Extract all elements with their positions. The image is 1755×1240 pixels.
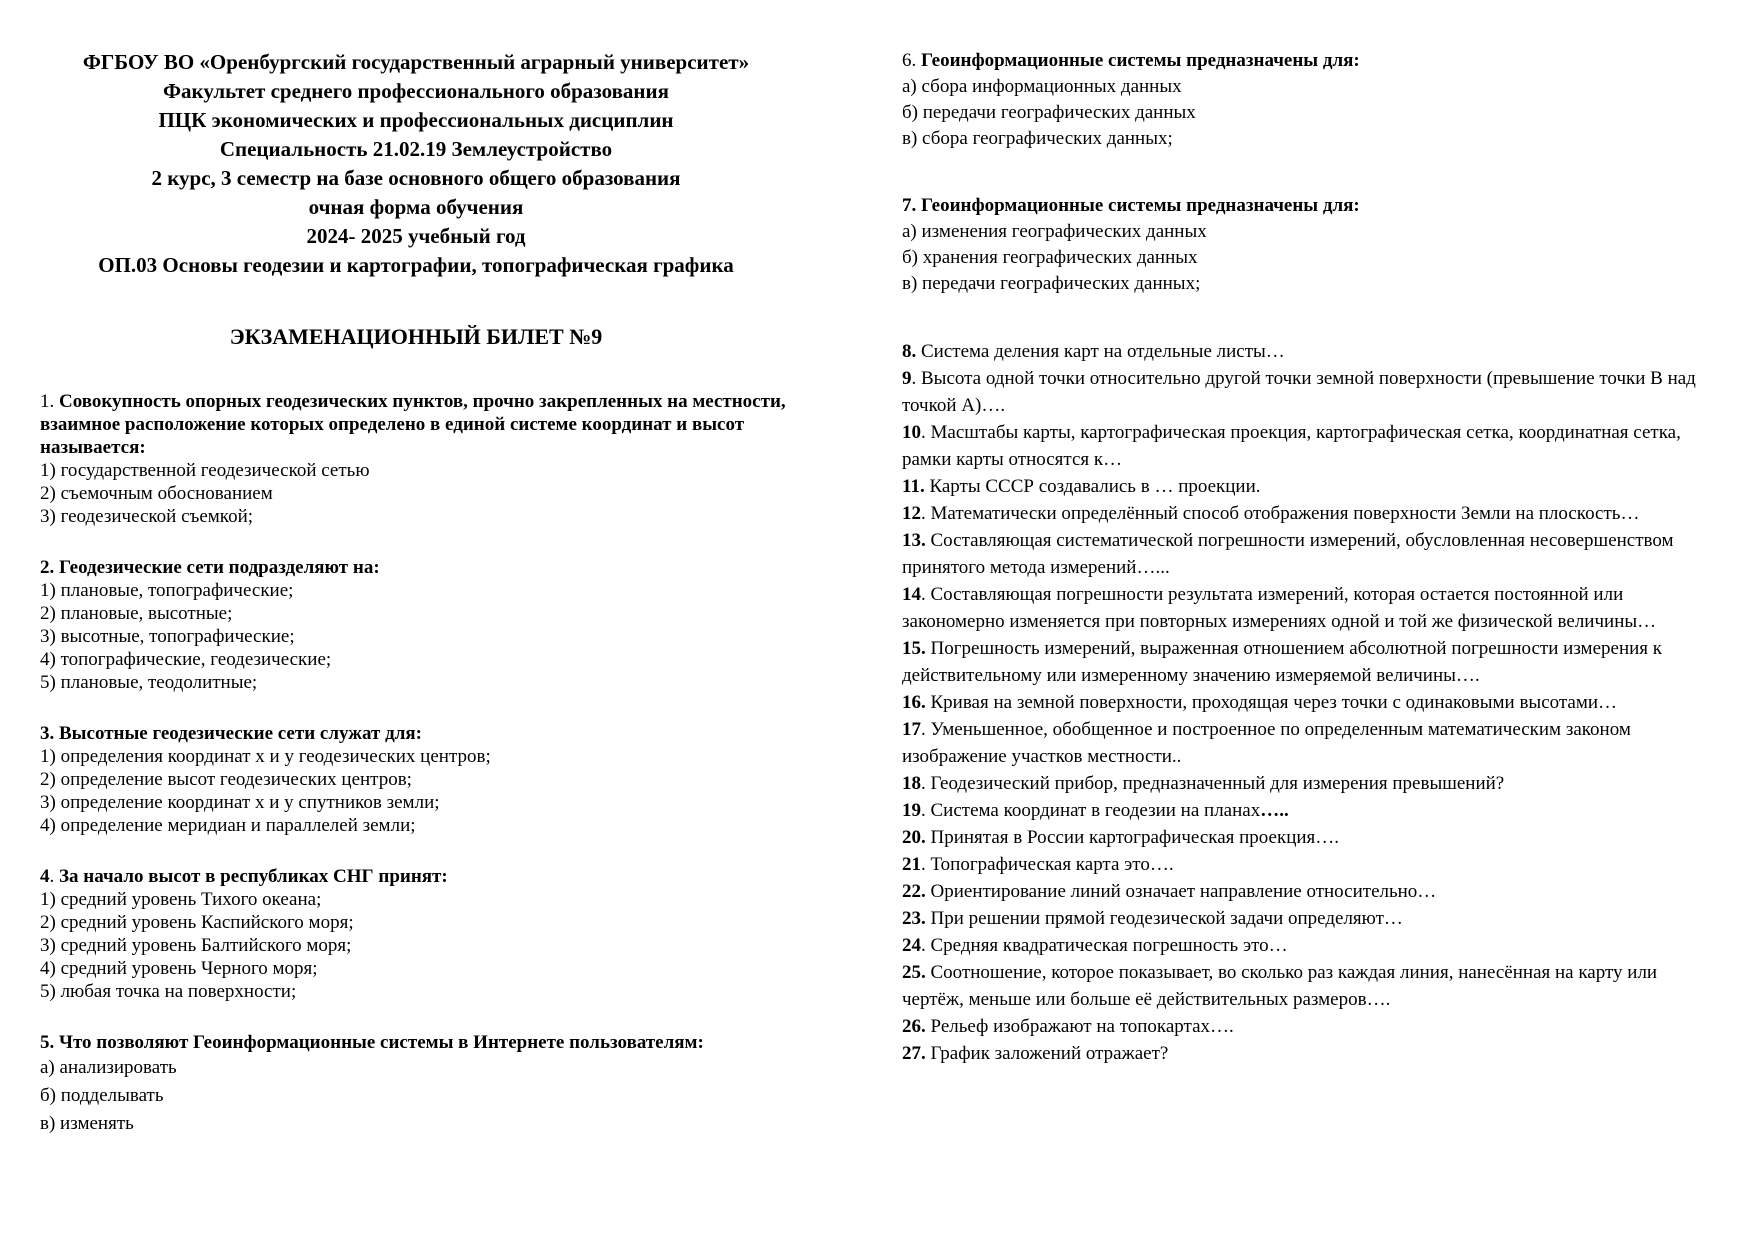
- question-text: Геодезические сети подразделяют на:: [59, 557, 380, 578]
- item-number-separator: .: [921, 935, 931, 956]
- exam-item: [902, 716, 1719, 770]
- question-block: [40, 722, 792, 837]
- question-number: 3.: [40, 723, 55, 744]
- item-text: Система координат в геодезии на планах: [930, 800, 1261, 821]
- question-option: 4) определение меридиан и параллелей земли;: [40, 815, 416, 836]
- question-number: 5.: [40, 1032, 55, 1053]
- item-number: 8.: [902, 341, 917, 362]
- exam-item: [902, 689, 1719, 716]
- exam-item: [902, 500, 1719, 527]
- item-text: Высота одной точки относительно другой точки земной поверхности (превышение точки В над точкой А)….: [902, 368, 1696, 416]
- item-number-separator: .: [921, 584, 931, 605]
- question-option: 3) геодезической съемкой;: [40, 506, 254, 527]
- item-number: 17: [902, 719, 921, 740]
- ticket-title: ЭКЗАМЕНАЦИОННЫЙ БИЛЕТ №9: [229, 324, 603, 349]
- exam-item: [902, 527, 1719, 581]
- exam-item: [902, 473, 1719, 500]
- question-option: а) изменения географических данных: [902, 221, 1207, 242]
- item-number: 22.: [902, 881, 926, 902]
- item-text: Погрешность измерений, выраженная отношением абсолютной погрешности измерения к действительному или измеренному значению измеряемой величины….: [902, 638, 1662, 686]
- item-number-separator: .: [921, 503, 931, 524]
- header-line: ФГБОУ ВО «Оренбургский государственный аграрный университет»: [82, 50, 750, 74]
- item-text: Средняя квадратическая погрешность это…: [930, 935, 1288, 956]
- exam-item: [902, 338, 1719, 365]
- question-option: а) сбора информационных данных: [902, 76, 1182, 97]
- item-number: 21: [902, 854, 921, 875]
- question-option: 4) топографические, геодезические;: [40, 649, 332, 670]
- header-line: Специальность 21.02.19 Землеустройство: [219, 137, 613, 161]
- question-heading: [40, 556, 792, 579]
- question-text: Совокупность опорных геодезических пунктов, прочно закрепленных на местности, взаимное расположение которых определено в единой системе координат и высот называется:: [40, 391, 786, 458]
- item-number: 23.: [902, 908, 926, 929]
- header-line: Факультет среднего профессионального образования: [163, 79, 669, 103]
- question-text: За начало высот в республиках СНГ принят:: [59, 866, 448, 887]
- item-number: 12: [902, 503, 921, 524]
- item-number-separator: .: [921, 800, 931, 821]
- question-option: 5) любая точка на поверхности;: [40, 981, 297, 1002]
- item-number: 25.: [902, 962, 926, 983]
- left-column: [40, 48, 792, 1240]
- question-block: [902, 48, 1719, 152]
- item-number: 20.: [902, 827, 926, 848]
- question-option: 3) средний уровень Балтийского моря;: [40, 935, 352, 956]
- item-text: Составляющая систематической погрешности измерений, обусловленная несовершенством принятого метода измерений…...: [902, 530, 1674, 578]
- item-text: При решении прямой геодезической задачи определяют…: [930, 908, 1403, 929]
- question-option: 1) плановые, топографические;: [40, 580, 294, 601]
- question-number: 2.: [40, 557, 55, 578]
- item-number: 19: [902, 800, 921, 821]
- question-option: 3) высотные, топографические;: [40, 626, 295, 647]
- question-heading: [40, 390, 792, 459]
- question-option: 2) плановые, высотные;: [40, 603, 233, 624]
- right-column: [902, 48, 1719, 1240]
- question-block: [902, 193, 1719, 297]
- item-text: Составляющая погрешности результата измерений, которая остается постоянной или закономерно изменяется при повторных измерениях одной и той же физической величины…: [902, 584, 1657, 632]
- header-line: 2024- 2025 учебный год: [306, 224, 526, 248]
- item-text: Геодезический прибор, предназначенный для измерения превышений?: [930, 773, 1505, 794]
- question-option: в) сбора географических данных;: [902, 128, 1173, 149]
- item-text: Уменьшенное, обобщенное и построенное по определенным математическим законом изображение участков местности..: [902, 719, 1631, 767]
- item-number-separator: .: [921, 854, 931, 875]
- item-number-separator: .: [911, 368, 921, 389]
- question-heading: [40, 865, 792, 888]
- item-text: Ориентирование линий означает направление относительно…: [930, 881, 1437, 902]
- question-option: 4) средний уровень Черного моря;: [40, 958, 318, 979]
- exam-item: [902, 1013, 1719, 1040]
- question-heading: [40, 1031, 792, 1054]
- question-text: Геоинформационные системы предназначены для:: [921, 195, 1360, 216]
- question-heading: [902, 48, 1719, 74]
- question-option: в) передачи географических данных;: [902, 273, 1201, 294]
- item-text: Принятая в России картографическая проекция….: [930, 827, 1340, 848]
- item-text: Кривая на земной поверхности, проходящая через точки с одинаковыми высотами…: [930, 692, 1618, 713]
- question-option: а) анализировать: [40, 1057, 177, 1078]
- item-text: График заложений отражает?: [930, 1043, 1169, 1064]
- item-number: 14: [902, 584, 921, 605]
- header-line: ПЦК экономических и профессиональных дисциплин: [158, 108, 674, 132]
- item-text: Соотношение, которое показывает, во сколько раз каждая линия, нанесённая на карту или чертёж, меньше или больше её действительных размеров….: [902, 962, 1658, 1010]
- exam-item: [902, 635, 1719, 689]
- item-bold-tail: …..: [1260, 800, 1289, 821]
- question-heading: [40, 722, 792, 745]
- exam-item: [902, 770, 1719, 797]
- question-number-separator: 6.: [902, 50, 917, 71]
- item-text: Карты СССР создавались в … проекции.: [929, 476, 1261, 497]
- item-number: 10: [902, 422, 921, 443]
- item-text: Рельеф изображают на топокартах….: [930, 1016, 1234, 1037]
- exam-item: [902, 1040, 1719, 1067]
- question-block: [40, 390, 792, 528]
- exam-item: [902, 824, 1719, 851]
- exam-item: [902, 905, 1719, 932]
- exam-item: [902, 365, 1719, 419]
- document-header: [40, 48, 792, 280]
- question-option: 2) определение высот геодезических центров;: [40, 769, 412, 790]
- item-number: 26.: [902, 1016, 926, 1037]
- item-text: Масштабы карты, картографическая проекция, картографическая сетка, координатная сетка, рамки карты относятся к…: [902, 422, 1681, 470]
- item-text: Система деления карт на отдельные листы…: [921, 341, 1285, 362]
- left-questions-section: [40, 390, 792, 1138]
- exam-item: [902, 419, 1719, 473]
- item-number-separator: .: [921, 422, 931, 443]
- item-text: Математически определённый способ отображения поверхности Земли на плоскость…: [930, 503, 1640, 524]
- right-questions-section: [902, 48, 1719, 297]
- exam-item: [902, 851, 1719, 878]
- header-line: ОП.03 Основы геодезии и картографии, топографическая графика: [98, 253, 734, 277]
- question-number-separator: .: [49, 866, 55, 887]
- item-number: 13.: [902, 530, 926, 551]
- question-number: 4: [40, 866, 50, 887]
- question-number: 7.: [902, 195, 917, 216]
- question-text: Высотные геодезические сети служат для:: [59, 723, 422, 744]
- exam-item: [902, 581, 1719, 635]
- question-option: 1) государственной геодезической сетью: [40, 460, 370, 481]
- question-number-separator: 1.: [40, 391, 55, 412]
- item-number-separator: .: [921, 719, 931, 740]
- question-option: 3) определение координат х и у спутников земли;: [40, 792, 440, 813]
- question-block: [40, 1031, 792, 1138]
- item-number: 15.: [902, 638, 926, 659]
- item-number: 18: [902, 773, 921, 794]
- question-option: б) подделывать: [40, 1085, 164, 1106]
- item-number: 16.: [902, 692, 926, 713]
- exam-item: [902, 932, 1719, 959]
- question-heading: [902, 193, 1719, 219]
- header-line: очная форма обучения: [308, 195, 524, 219]
- question-option: 5) плановые, теодолитные;: [40, 672, 258, 693]
- question-option: б) хранения географических данных: [902, 247, 1198, 268]
- question-option: в) изменять: [40, 1113, 134, 1134]
- question-option: 1) средний уровень Тихого океана;: [40, 889, 322, 910]
- question-text: Что позволяют Геоинформационные системы в Интернете пользователям:: [59, 1032, 704, 1053]
- item-number: 9: [902, 368, 912, 389]
- question-text: Геоинформационные системы предназначены для:: [921, 50, 1360, 71]
- item-number: 27.: [902, 1043, 926, 1064]
- question-option: 1) определения координат х и у геодезических центров;: [40, 746, 491, 767]
- item-number: 11.: [902, 476, 925, 497]
- question-block: [40, 865, 792, 1003]
- exam-item: [902, 959, 1719, 1013]
- exam-item: [902, 797, 1719, 824]
- item-number: 24: [902, 935, 921, 956]
- question-option: 2) средний уровень Каспийского моря;: [40, 912, 354, 933]
- question-option: 2) съемочным обоснованием: [40, 483, 273, 504]
- right-items-section: [902, 338, 1719, 1067]
- item-text: Топографическая карта это….: [930, 854, 1174, 875]
- item-number-separator: .: [921, 773, 931, 794]
- exam-item: [902, 878, 1719, 905]
- question-block: [40, 556, 792, 694]
- question-option: б) передачи географических данных: [902, 102, 1196, 123]
- header-line: 2 курс, 3 семестр на базе основного общего образования: [151, 166, 681, 190]
